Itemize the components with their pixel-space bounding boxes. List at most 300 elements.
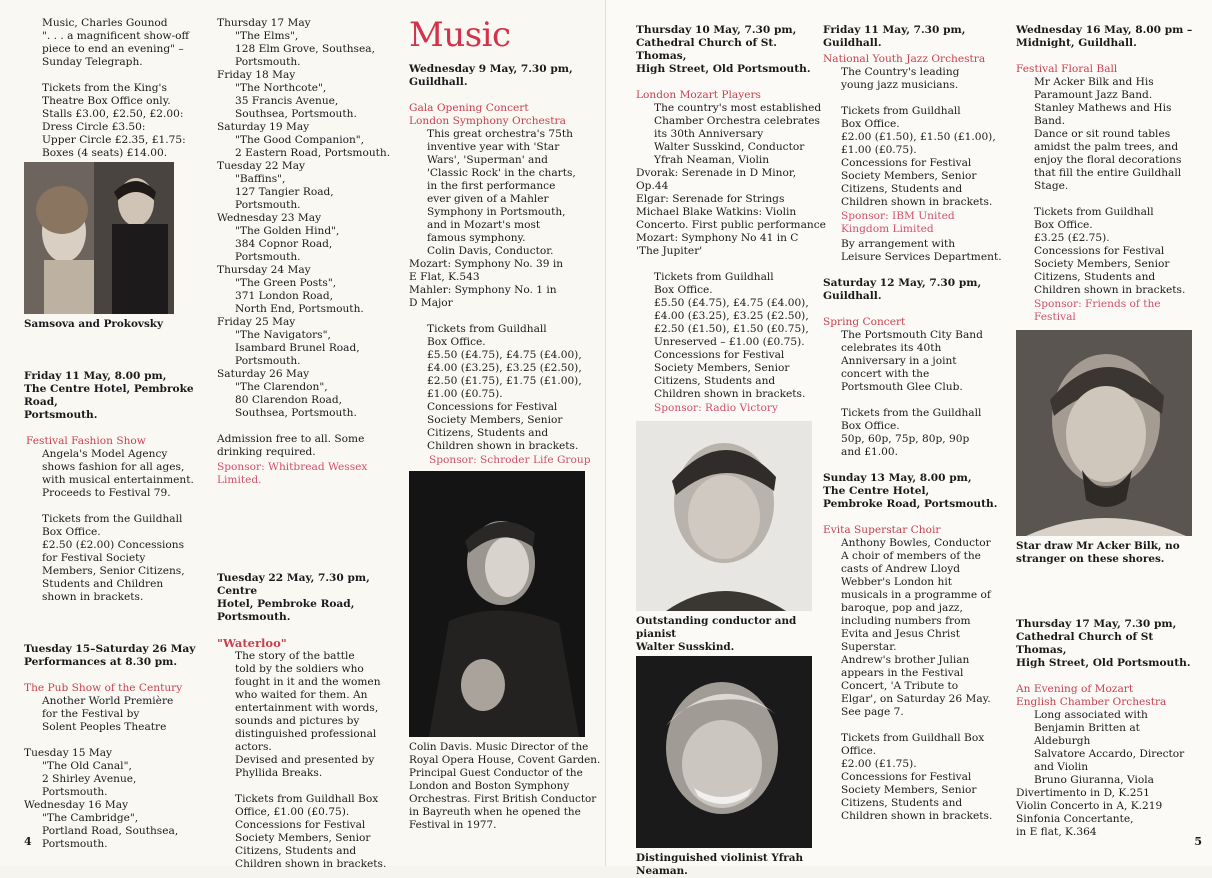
jazz-tickets-line: Box Office. — [841, 118, 900, 130]
waterloo-tickets-line: Citizens, Students and — [235, 845, 357, 857]
waterloo-desc-line: The story of the battle — [235, 650, 355, 662]
gala-desc-line: in the first performance — [427, 180, 556, 192]
spring-tickets-line: Box Office. — [841, 420, 900, 432]
gala-desc-line: ever given of a Mahler — [427, 193, 549, 205]
left-page — [0, 0, 606, 870]
admission-note-line: Admission free to all. Some — [217, 433, 365, 445]
mozart-players-heading-line: High Street, Old Portsmouth. — [636, 63, 811, 75]
whitbread-sponsor: Sponsor: Whitbread Wessex Limited. — [217, 461, 368, 486]
floral-ball-desc-line: Stage. — [1034, 180, 1069, 192]
eco-program-line: in E flat, K.364 — [1016, 826, 1097, 838]
venue-line: Portsmouth. — [235, 355, 301, 367]
fashion-show-tickets-line: for Festival Society — [42, 552, 146, 564]
lso-title: London Symphony Orchestra — [409, 115, 566, 127]
mozart-players-tickets-line: Concessions for Festival — [654, 349, 785, 361]
gala-tickets-line: £2.50 (£1.75), £1.75 (£1.00), — [427, 375, 582, 387]
mozart-players-tickets-line: Citizens, Students and — [654, 375, 776, 387]
eco-program-line: Divertimento in D, K.251 — [1016, 787, 1150, 799]
venue-date: Saturday 26 May — [217, 368, 310, 380]
spring-desc — [823, 329, 1017, 394]
music-section-title: Music — [409, 15, 511, 55]
floral-ball-title: Festival Floral Ball — [1016, 63, 1118, 75]
venue-date: Friday 25 May — [217, 316, 296, 328]
venue-line: North End, Portsmouth. — [235, 303, 364, 315]
venue-date: Friday 18 May — [217, 69, 296, 81]
gala-program-line: Mozart: Symphony No. 39 in — [409, 258, 564, 270]
waterloo-desc-line: Phyllida Breaks. — [235, 767, 323, 779]
kings-theatre-tickets-line: Tickets from the King's — [42, 82, 167, 94]
floral-ball-desc-line: Mr Acker Bilk and His — [1034, 76, 1154, 88]
venue-date: Wednesday 23 May — [217, 212, 322, 224]
admission-note-line: drinking required. — [217, 446, 316, 458]
waterloo-desc — [217, 650, 407, 780]
mozart-players-tickets-line: Children shown in brackets. — [654, 388, 806, 400]
evita-tickets — [823, 732, 1017, 823]
pub-show-heading-line: Performances at 8.30 pm. — [24, 656, 178, 668]
susskind-caption-line: Outstanding conductor and pianist — [636, 615, 797, 640]
waterloo-desc-line: told by the soldiers who — [235, 663, 364, 675]
pub-show-desc — [24, 695, 214, 734]
jazz-tickets-line: Concessions for Festival — [841, 157, 972, 169]
right-page — [606, 0, 1212, 877]
friends-sponsor-line: Festival — [1034, 311, 1076, 323]
left-col-3 — [409, 15, 601, 832]
venue-line: "The Golden Hind", — [235, 225, 340, 237]
radio-victory-sponsor: Sponsor: Radio Victory — [654, 402, 778, 414]
eco-desc-line: Salvatore Accardo, Director — [1034, 748, 1185, 760]
samsova-prokovsky-photo — [24, 162, 174, 314]
yfrah-neaman-photo — [636, 656, 812, 848]
mozart-players-program-line: 'The Jupiter' — [636, 245, 703, 257]
eco-heading-line: High Street, Old Portsmouth. — [1016, 657, 1191, 669]
waterloo-heading-line: Hotel, Pembroke Road, Portsmouth. — [217, 598, 355, 623]
page-number-right: 5 — [1194, 835, 1202, 848]
venue-date: Tuesday 22 May — [217, 160, 306, 172]
susskind-caption — [636, 615, 826, 654]
floral-ball-heading-line: Wednesday 16 May, 8.00 pm – — [1016, 24, 1193, 36]
mozart-players-program-line: Dvorak: Serenade in D Minor, Op.44 — [636, 167, 797, 192]
venue-line: "The Clarendon", — [235, 381, 328, 393]
fashion-show-heading — [24, 370, 214, 422]
ibm-sponsor-line: Sponsor: IBM United — [841, 210, 955, 222]
gala-desc-line: 'Classic Rock' in the charts, — [427, 167, 576, 179]
spring-tickets-line: 50p, 60p, 75p, 80p, 90p — [841, 433, 970, 445]
colin-davis-caption-line: Principal Guest Conductor of the — [409, 767, 583, 779]
floral-ball-desc-line: Dance or sit round tables — [1034, 128, 1171, 140]
venue-line: "The Good Companion", — [235, 134, 365, 146]
left-col-2 — [217, 17, 407, 871]
venue-line: Portsmouth. — [42, 838, 108, 850]
evita-tickets-line: Citizens, Students and — [841, 797, 963, 809]
gala-heading — [409, 63, 601, 89]
friends-sponsor-line: Sponsor: Friends of the — [1034, 298, 1161, 310]
fashion-show-tickets-line: Students and Children — [42, 578, 164, 590]
fashion-show-tickets-line: Tickets from the Guildhall — [42, 513, 183, 525]
evita-desc-line: See page 7. — [841, 706, 904, 718]
colin-davis-caption-line: Royal Opera House, Covent Garden. — [409, 754, 601, 766]
waterloo-tickets — [217, 793, 407, 871]
gala-program — [409, 258, 601, 310]
colin-davis-caption-line: in Bayreuth when he opened the — [409, 806, 581, 818]
pub-show-title: The Pub Show of the Century — [24, 682, 183, 694]
mozart-players-tickets-line: £2.50 (£1.50), £1.50 (£0.75), — [654, 323, 809, 335]
ibm-sponsor-line: Kingdom Limited — [841, 223, 934, 235]
eco-desc-line: Benjamin Britten at — [1034, 722, 1140, 734]
eco-heading-line: Thursday 17 May, 7.30 pm, — [1016, 618, 1177, 630]
right-col-3 — [1016, 24, 1206, 839]
waterloo-tickets-line: Society Members, Senior — [235, 832, 371, 844]
evita-desc-line: casts of Andrew Lloyd — [841, 563, 961, 575]
mozart-players-tickets-line: £4.00 (£3.25), £3.25 (£2.50), — [654, 310, 809, 322]
eco-heading-line: Cathedral Church of St Thomas, — [1016, 631, 1154, 656]
gala-tickets-line: Citizens, Students and — [427, 427, 549, 439]
floral-ball-tickets — [1016, 206, 1206, 297]
gala-desc-line: inventive year with 'Star — [427, 141, 560, 153]
pub-show-desc-line: Another World Première — [42, 695, 174, 707]
mozart-players-heading-line: Thursday 10 May, 7.30 pm, — [636, 24, 797, 36]
evita-desc — [823, 537, 1017, 719]
evita-desc-line: A choir of members of the — [841, 550, 981, 562]
evita-desc-line: Concert, 'A Tribute to — [841, 680, 959, 692]
gounod-quote — [24, 17, 214, 69]
eco-heading — [1016, 618, 1206, 670]
evita-heading-line: Sunday 13 May, 8.00 pm, — [823, 472, 972, 484]
mozart-players-desc — [636, 102, 826, 167]
jazz-title: National Youth Jazz Orchestra — [823, 53, 986, 65]
jazz-tickets-line: Children shown in brackets. — [841, 196, 993, 208]
venue-line: Portsmouth. — [235, 56, 301, 68]
jazz-tickets-line: Tickets from Guildhall — [841, 105, 961, 117]
evita-desc-line: Anthony Bowles, Conductor — [841, 537, 991, 549]
spring-desc-line: Portsmouth Glee Club. — [841, 381, 963, 393]
evita-desc-line: Evita and Jesus Christ — [841, 628, 960, 640]
gala-heading-line: Wednesday 9 May, 7.30 pm, — [409, 63, 573, 75]
venue-date: Saturday 19 May — [217, 121, 310, 133]
venue-line: "The Navigators", — [235, 329, 331, 341]
evita-desc-line: Elgar', on Saturday 26 May. — [841, 693, 991, 705]
gala-tickets-line: Concessions for Festival — [427, 401, 558, 413]
floral-ball-desc-line: Band. — [1034, 115, 1066, 127]
page-number-left: 4 — [24, 835, 32, 848]
eco-desc — [1016, 709, 1206, 787]
jazz-tickets-line: £1.00 (£0.75). — [841, 144, 917, 156]
waterloo-heading-line: Tuesday 22 May, 7.30 pm, Centre — [217, 572, 370, 597]
arrangement-note — [823, 238, 1017, 264]
jazz-tickets — [823, 105, 1017, 209]
gala-tickets-line: Tickets from Guildhall — [427, 323, 547, 335]
floral-ball-desc-line: Stanley Mathews and His — [1034, 102, 1172, 114]
mozart-players-desc-line: its 30th Anniversary — [654, 128, 764, 140]
evita-tickets-line: Society Members, Senior — [841, 784, 977, 796]
spring-desc-line: The Portsmouth City Band — [841, 329, 983, 341]
floral-ball-tickets-line: £3.25 (£2.75). — [1034, 232, 1110, 244]
jazz-desc — [823, 66, 1017, 92]
evita-desc-line: musicals in a programme of — [841, 589, 991, 601]
jazz-tickets-line: Citizens, Students and — [841, 183, 963, 195]
venue-date: Thursday 24 May — [217, 264, 311, 276]
acker-bilk-photo — [1016, 330, 1192, 536]
gala-program-line: D Major — [409, 297, 453, 309]
jazz-tickets-line: £2.00 (£1.50), £1.50 (£1.00), — [841, 131, 996, 143]
floral-ball-heading — [1016, 24, 1206, 50]
fashion-show-heading-line: Friday 11 May, 8.00 pm, — [24, 370, 167, 382]
kings-theatre-tickets — [24, 82, 214, 160]
venue-line: Portsmouth. — [235, 199, 301, 211]
fashion-show-tickets-line: shown in brackets. — [42, 591, 144, 603]
waterloo-desc-line: entertainment with words, — [235, 702, 379, 714]
fashion-show-title: Festival Fashion Show — [26, 435, 146, 447]
mozart-players-program — [636, 167, 826, 258]
mozart-players-title: London Mozart Players — [636, 89, 761, 101]
gounod-quote-line: Music, Charles Gounod — [42, 17, 168, 29]
pub-show-desc-line: for the Festival by — [42, 708, 140, 720]
gala-tickets-line: £5.50 (£4.75), £4.75 (£4.00), — [427, 349, 582, 361]
waterloo-desc-line: sounds and pictures by — [235, 715, 360, 727]
mozart-players-tickets-line: Unreserved – £1.00 (£0.75). — [654, 336, 805, 348]
waterloo-tickets-line: Office, £1.00 (£0.75). — [235, 806, 350, 818]
jazz-tickets-line: Society Members, Senior — [841, 170, 977, 182]
venue-line: Southsea, Portsmouth. — [235, 407, 357, 419]
colin-davis-caption-line: Orchestras. First British Conductor — [409, 793, 597, 805]
waterloo-tickets-line: Concessions for Festival — [235, 819, 366, 831]
venue-line: Portland Road, Southsea, — [42, 825, 179, 837]
spring-desc-line: Anniversary in a joint — [841, 355, 957, 367]
neaman-caption-line: Distinguished violinist Yfrah — [636, 852, 804, 864]
mozart-players-desc-line: The country's most established — [654, 102, 822, 114]
susskind-caption-line: Walter Susskind. — [636, 641, 735, 653]
eco-desc-line: Long associated with — [1034, 709, 1148, 721]
gala-desc-line: Colin Davis, Conductor. — [427, 245, 554, 257]
venue-line: 80 Clarendon Road, — [235, 394, 342, 406]
fashion-show-desc-line: with musical entertainment. — [42, 474, 194, 486]
venue-date: Wednesday 16 May — [24, 799, 129, 811]
venue-date: Thursday 17 May — [217, 17, 311, 29]
gala-tickets-line: Society Members, Senior — [427, 414, 563, 426]
pub-show-desc-line: Solent Peoples Theatre — [42, 721, 167, 733]
evita-desc-line: including numbers from — [841, 615, 971, 627]
eco-title — [1016, 683, 1206, 709]
floral-ball-tickets-line: Tickets from Guildhall — [1034, 206, 1154, 218]
gala-desc-line: Wars', 'Superman' and — [427, 154, 548, 166]
floral-ball-desc — [1016, 76, 1206, 193]
spring-desc-line: concert with the — [841, 368, 930, 380]
evita-tickets-line: Tickets from Guildhall Box — [841, 732, 985, 744]
floral-ball-desc-line: that fill the entire Guildhall — [1034, 167, 1182, 179]
spring-heading — [823, 277, 1017, 303]
pub-venues-2 — [217, 17, 407, 420]
eco-desc-line: Aldeburgh — [1034, 735, 1091, 747]
evita-tickets-line: Office. — [841, 745, 877, 757]
evita-tickets-line: £2.00 (£1.75). — [841, 758, 917, 770]
samsova-caption: Samsova and Prokovsky — [24, 318, 164, 330]
gala-heading-line: Guildhall. — [409, 76, 468, 88]
mozart-players-program-line: Elgar: Serenade for Strings — [636, 193, 785, 205]
fashion-show-heading-line: The Centre Hotel, Pembroke Road, — [24, 383, 194, 408]
walter-susskind-photo — [636, 421, 812, 611]
gala-tickets-line: £4.00 (£3.25), £3.25 (£2.50), — [427, 362, 582, 374]
colin-davis-caption — [409, 741, 601, 832]
kings-theatre-tickets-line: Stalls £3.00, £2.50, £2.00: — [42, 108, 184, 120]
floral-ball-tickets-line: Concessions for Festival — [1034, 245, 1165, 257]
gala-program-line: Mahler: Symphony No. 1 in — [409, 284, 557, 296]
venue-line: 371 London Road, — [235, 290, 333, 302]
fashion-show-tickets — [24, 513, 214, 604]
venue-line: "Baffins", — [235, 173, 286, 185]
waterloo-tickets-line: Children shown in brackets. — [235, 858, 387, 870]
pub-show-heading — [24, 643, 214, 669]
colin-davis-photo — [409, 471, 585, 737]
eco-desc-line: and Violin — [1034, 761, 1089, 773]
eco-program — [1016, 787, 1206, 839]
fashion-show-tickets-line: Box Office. — [42, 526, 101, 538]
floral-ball-tickets-line: Society Members, Senior — [1034, 258, 1170, 270]
eco-title-line: An Evening of Mozart — [1016, 683, 1134, 695]
fashion-show-desc-line: Angela's Model Agency — [42, 448, 168, 460]
evita-desc-line: baroque, pop and jazz, — [841, 602, 963, 614]
fashion-show-desc-line: Proceeds to Festival 79. — [42, 487, 171, 499]
spring-tickets-line: Tickets from the Guildhall — [841, 407, 982, 419]
gounod-quote-line: piece to end an evening" – — [42, 43, 184, 55]
colin-davis-caption-line: Festival in 1977. — [409, 819, 497, 831]
mozart-players-program-line: Mozart: Symphony No 41 in C — [636, 232, 799, 244]
evita-desc-line: Webber's London hit — [841, 576, 952, 588]
friends-sponsor — [1016, 298, 1206, 324]
mozart-players-desc-line: Yfrah Neaman, Violin — [654, 154, 770, 166]
venue-line: "The Cambridge", — [42, 812, 139, 824]
fashion-show-desc — [24, 448, 214, 500]
venue-line: Portsmouth. — [42, 786, 108, 798]
right-col-1 — [636, 24, 826, 878]
waterloo-desc-line: distinguished professional — [235, 728, 377, 740]
mozart-players-program-line: Michael Blake Watkins: Violin — [636, 206, 797, 218]
venue-date: Tuesday 15 May — [24, 747, 113, 759]
floral-ball-heading-line: Midnight, Guildhall. — [1016, 37, 1137, 49]
evita-tickets-line: Children shown in brackets. — [841, 810, 993, 822]
waterloo-desc-line: fought in it and the women — [235, 676, 381, 688]
mozart-players-tickets-line: Box Office. — [654, 284, 713, 296]
venue-line: 384 Copnor Road, — [235, 238, 333, 250]
venue-line: 2 Eastern Road, Portsmouth. — [235, 147, 391, 159]
venue-line: "The Elms", — [235, 30, 299, 42]
colin-davis-caption-line: London and Boston Symphony — [409, 780, 570, 792]
gala-tickets — [409, 323, 601, 453]
pub-show-heading-line: Tuesday 15–Saturday 26 May — [24, 643, 196, 655]
mozart-players-desc-line: Chamber Orchestra celebrates — [654, 115, 820, 127]
venue-line: "The Green Posts", — [235, 277, 337, 289]
floral-ball-tickets-line: Box Office. — [1034, 219, 1093, 231]
kings-theatre-tickets-line: Boxes (4 seats) £14.00. — [42, 147, 168, 159]
gala-desc-line: famous symphony. — [427, 232, 526, 244]
mozart-players-heading — [636, 24, 826, 76]
eco-program-line: Violin Concerto in A, K.219 — [1016, 800, 1163, 812]
left-col-1 — [24, 17, 214, 851]
evita-tickets-line: Concessions for Festival — [841, 771, 972, 783]
eco-desc-line: Bruno Giuranna, Viola — [1034, 774, 1154, 786]
spring-desc-line: celebrates its 40th — [841, 342, 942, 354]
jazz-desc-line: The Country's leading — [841, 66, 960, 78]
venue-line: 127 Tangier Road, — [235, 186, 334, 198]
mozart-players-tickets-line: Tickets from Guildhall — [654, 271, 774, 283]
venue-line: "The Northcote", — [235, 82, 327, 94]
spring-tickets-line: and £1.00. — [841, 446, 898, 458]
evita-title: Evita Superstar Choir — [823, 524, 941, 536]
spring-heading-line: Saturday 12 May, 7.30 pm, — [823, 277, 982, 289]
mozart-players-tickets-line: Society Members, Senior — [654, 362, 790, 374]
gala-desc — [409, 128, 601, 258]
evita-heading-line: The Centre Hotel, — [823, 485, 930, 497]
acker-bilk-caption-line: Star draw Mr Acker Bilk, no — [1016, 540, 1180, 552]
venue-line: 2 Shirley Avenue, — [42, 773, 137, 785]
fashion-show-tickets-line: Members, Senior Citizens, — [42, 565, 185, 577]
pub-venues-1 — [24, 747, 214, 851]
gala-tickets-line: Children shown in brackets. — [427, 440, 579, 452]
colin-davis-caption-line: Colin Davis. Music Director of the — [409, 741, 589, 753]
waterloo-heading — [217, 572, 407, 624]
ibm-sponsor — [823, 210, 1017, 236]
spring-title: Spring Concert — [823, 316, 906, 328]
floral-ball-desc-line: enjoy the floral decorations — [1034, 154, 1182, 166]
neaman-caption-line: Neaman. — [636, 865, 688, 877]
arrangement-note-line: Leisure Services Department. — [841, 251, 1002, 263]
evita-heading — [823, 472, 1017, 511]
gala-program-line: E Flat, K.543 — [409, 271, 480, 283]
floral-ball-desc-line: amidst the palm trees, and — [1034, 141, 1179, 153]
eco-program-line: Sinfonia Concertante, — [1016, 813, 1134, 825]
eco-title-line: English Chamber Orchestra — [1016, 696, 1167, 708]
gala-tickets-line: Box Office. — [427, 336, 486, 348]
gounod-quote-line: ". . . a magnificent show-off — [42, 30, 190, 42]
acker-bilk-caption-line: stranger on these shores. — [1016, 553, 1165, 565]
right-col-2 — [823, 24, 1017, 823]
jazz-heading: Friday 11 May, 7.30 pm, Guildhall. — [823, 24, 966, 49]
gala-desc-line: and in Mozart's most — [427, 219, 541, 231]
venue-line: Portsmouth. — [235, 251, 301, 263]
evita-desc-line: Superstar. — [841, 641, 897, 653]
neaman-caption — [636, 852, 826, 878]
mozart-players-heading-line: Cathedral Church of St. Thomas, — [636, 37, 777, 62]
kings-theatre-tickets-line: Upper Circle £2.35, £1.75: — [42, 134, 186, 146]
gala-tickets-line: £1.00 (£0.75). — [427, 388, 503, 400]
waterloo-desc-line: actors. — [235, 741, 272, 753]
floral-ball-desc-line: Paramount Jazz Band. — [1034, 89, 1153, 101]
fashion-show-heading-line: Portsmouth. — [24, 409, 98, 421]
gounod-quote-line: Sunday Telegraph. — [42, 56, 143, 68]
spring-tickets — [823, 407, 1017, 459]
kings-theatre-tickets-line: Theatre Box Office only. — [42, 95, 171, 107]
venue-line: 35 Francis Avenue, — [235, 95, 339, 107]
waterloo-tickets-line: Tickets from Guildhall Box — [235, 793, 379, 805]
venue-line: Isambard Brunel Road, — [235, 342, 360, 354]
jazz-desc-line: young jazz musicians. — [841, 79, 959, 91]
venue-line: "The Old Canal", — [42, 760, 132, 772]
acker-bilk-caption — [1016, 540, 1206, 566]
mozart-players-program-line: Concerto. First public performance — [636, 219, 826, 231]
venue-line: 128 Elm Grove, Southsea, — [235, 43, 375, 55]
waterloo-title: "Waterloo" — [217, 636, 287, 650]
admission-note — [217, 433, 407, 459]
floral-ball-tickets-line: Children shown in brackets. — [1034, 284, 1186, 296]
arrangement-note-line: By arrangement with — [841, 238, 956, 250]
schroder-sponsor: Sponsor: Schroder Life Group — [429, 454, 591, 466]
evita-desc-line: Andrew's brother Julian — [841, 654, 970, 666]
fashion-show-desc-line: shows fashion for all ages, — [42, 461, 185, 473]
gala-title: Gala Opening Concert — [409, 102, 529, 114]
spring-heading-line: Guildhall. — [823, 290, 882, 302]
venue-line: Southsea, Portsmouth. — [235, 108, 357, 120]
gala-desc-line: Symphony in Portsmouth, — [427, 206, 566, 218]
mozart-players-tickets — [636, 271, 826, 401]
fashion-show-tickets-line: £2.50 (£2.00) Concessions — [42, 539, 185, 551]
